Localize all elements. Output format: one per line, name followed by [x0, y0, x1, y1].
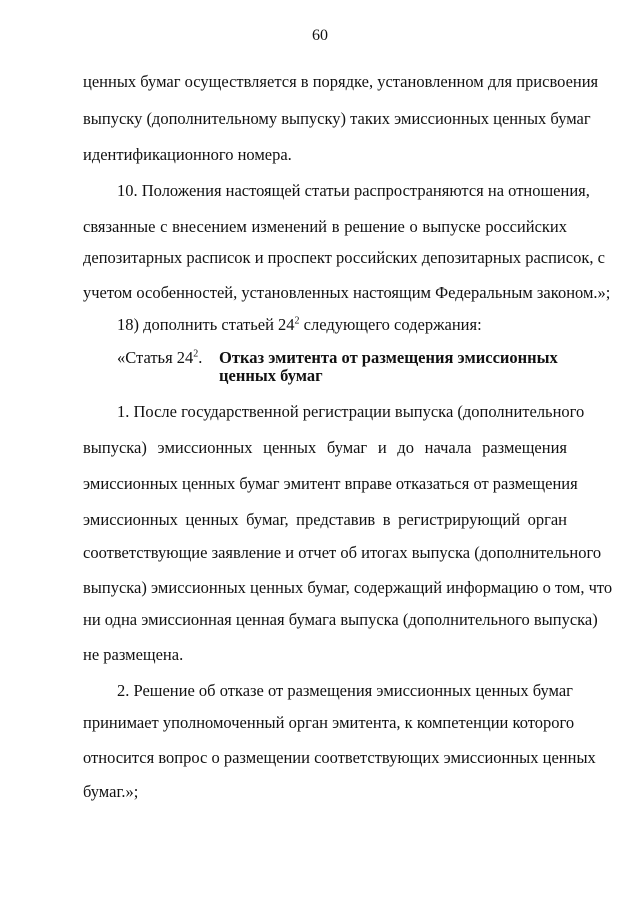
- article-heading: Отказ эмитента от размещения эмиссионных ценных бумаг: [219, 348, 558, 385]
- amendment-text: 18) дополнить статьей 24: [117, 315, 295, 334]
- amendment-suffix: следующего содержания:: [299, 315, 482, 334]
- superscript: 2: [193, 348, 199, 360]
- text-line: выпуска) эмиссионных ценных бумаг, содержащий информацию о том, что: [83, 578, 613, 597]
- text-line: эмиссионных ценных бумаг, представив в регистрирующий орган: [83, 510, 567, 529]
- text-line: депозитарных расписок и проспект российских депозитарных расписок, с: [83, 248, 605, 267]
- text-line: соответствующие заявление и отчет об итогах выпуска (дополнительного: [83, 543, 602, 562]
- text-line: не размещена.: [83, 645, 184, 664]
- text-line: выпуска) эмиссионных ценных бумаг и до начала размещения: [83, 438, 567, 457]
- page-number: 60: [312, 27, 328, 44]
- text-line: выпуску (дополнительному выпуску) таких эмиссионных ценных бумаг: [83, 109, 591, 128]
- text-line: учетом особенностей, установленных настоящим Федеральным законом.»;: [83, 283, 611, 302]
- article-number: «Статья $24^2$.: [117, 348, 203, 367]
- text-line: связанные с внесением изменений в решение о выпуске российских: [83, 217, 567, 236]
- text-line: эмиссионных ценных бумаг эмитент вправе отказаться от размещения: [83, 474, 578, 493]
- amendment-line: [117, 315, 601, 335]
- text-line: ни одна эмиссионная ценная бумага выпуска (дополнительного выпуска): [83, 610, 598, 629]
- text-line: идентификационного номера.: [83, 145, 292, 164]
- text-line: 2. Решение об отказе от размещения эмиссионных ценных бумаг: [117, 681, 573, 700]
- text-line: относится вопрос о размещении соответствующих эмиссионных ценных: [83, 748, 596, 767]
- text-line: 10. Положения настоящей статьи распространяются на отношения,: [117, 181, 590, 200]
- superscript: 2: [294, 315, 300, 327]
- text-line: бумаг.»;: [83, 782, 139, 801]
- text-line: ценных бумаг осуществляется в порядке, установленном для присвоения: [83, 72, 599, 91]
- text-line: принимает уполномоченный орган эмитента, к компетенции которого: [83, 713, 575, 732]
- text-line: 1. После государственной регистрации выпуска (дополнительного: [117, 402, 585, 421]
